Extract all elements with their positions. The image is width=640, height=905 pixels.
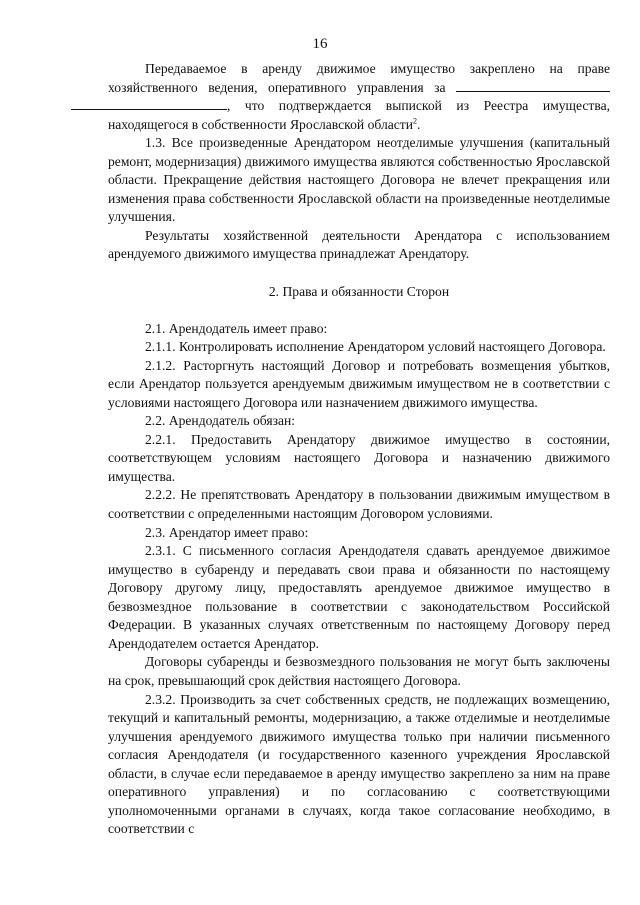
footnote-marker: 2 (413, 116, 418, 126)
paragraph-results: Результаты хозяйственной деятельности Арендатора с использованием арендуемого движимого имущества принадлежат Арендатору. (108, 227, 610, 262)
clause-2-2: 2.2. Арендодатель обязан: (145, 413, 296, 429)
fill-in-blank (456, 79, 610, 92)
clause-2-1: 2.1. Арендодатель имеет право: (145, 320, 328, 336)
page-number: 16 (312, 36, 328, 52)
clause-2-3: 2.3. Арендатор имеет право: (145, 524, 309, 540)
clause-sublease-term: Договоры субаренды и безвозмездного пользования не могут быть заключены на срок, превышающий срок действия настоящего Договора. (108, 654, 610, 688)
clause-2-3-2: 2.3.2. Производить за счет собственных средств, не подлежащих возмещению, текущий и капитальный ремонты, модернизацию, а также отделимые и неотделимые улучшения арендуемого движимого имущества только при наличии письменного согласия Арендодателя (и государственного казенного учреждения Ярославской области, в случае если передаваемое в аренду имущество закреплено за ним на праве оперативного управления) и по согласованию с соответствующими уполномоченными органами в случаях, когда такое согласование необходимо, в соответствии с (108, 691, 610, 837)
document-body (108, 60, 610, 839)
fill-in-blank (71, 97, 227, 110)
clause-2-2-2: 2.2.2. Не препятствовать Арендатору в пользовании движимым имуществом в соответствии с определенными настоящим Договором условиями. (108, 487, 610, 522)
text-segment: , что подтверждается выпиской из Реестра имущества, находящегося в собственности Ярославской области (108, 98, 610, 132)
text-segment: Передаваемое в аренду движимое имущество закреплено на праве хозяйственного ведения, оперативного управления за (108, 61, 610, 95)
clause-2-1-2: 2.1.2. Расторгнуть настоящий Договор и потребовать возмещения убытков, если Арендатор пользуется арендуемым движимым имуществом не в соответствии с условиями настоящего Договора или назначением движимого имущества. (108, 357, 610, 410)
clause-2-1-1: 2.1.1. Контролировать исполнение Арендатором условий настоящего Договора. (145, 339, 606, 355)
text-segment: . (417, 116, 421, 132)
paragraph-1-3: 1.3. Все произведенные Арендатором неотделимые улучшения (капитальный ремонт, модернизация) движимого имущества являются собственностью Ярославской области. Прекращение действия настоящего Договора не влечет прекращения или изменения права собственности Ярославской области на произведенные неотделимые улучшения. (108, 135, 610, 225)
section-heading: 2. Права и обязанности Сторон (268, 284, 450, 300)
clause-2-2-1: 2.2.1. Предоставить Арендатору движимое имущество в состоянии, соответствующем условиям настоящего Договора и назначению движимого имущества. (108, 431, 610, 484)
paragraph-property-assignment (108, 60, 610, 134)
clause-2-3-1: 2.3.1. С письменного согласия Арендодателя сдавать арендуемое движимое имущество в субаренду и передавать свои права и обязанности по настоящему Договору другому лицу, предоставлять арендуемое движимое имущество в безвозмездное пользование в соответствии с законодательством Российской Федерации. В указанных случаях ответственным по настоящему Договору перед Арендодателем остается Арендатор. (108, 543, 610, 651)
